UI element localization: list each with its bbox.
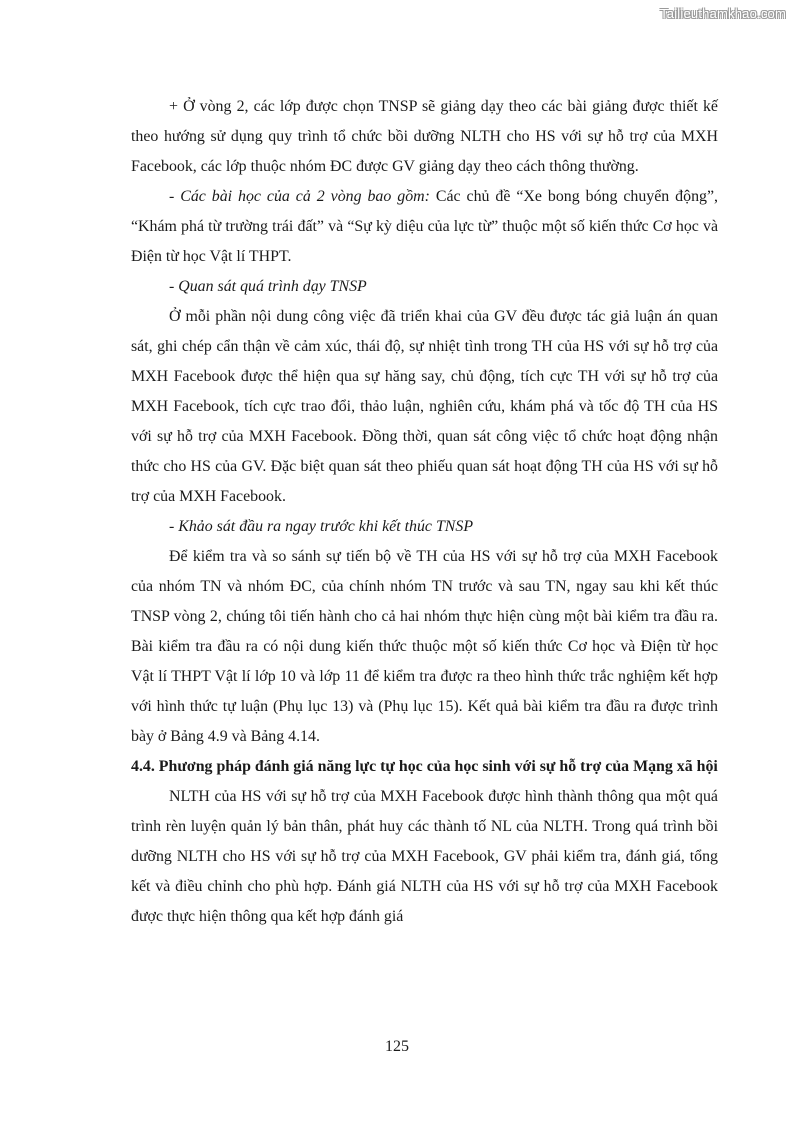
document-body — [131, 92, 718, 932]
paragraph-assessment: NLTH của HS với sự hỗ trợ của MXH Facebook được hình thành thông qua một quá trình rèn luyện quản lý bản thân, phát huy các thành tố NL của NLTH. Trong quá trình bồi dưỡng NLTH cho HS với sự hỗ trợ của MXH Facebook, GV phải kiểm tra, đánh giá, tổng kết và điều chỉnh cho phù hợp. Đánh giá NLTH của HS với sự hỗ trợ của MXH Facebook được thực hiện thông qua kết hợp đánh giá — [131, 788, 718, 925]
subheading-observation: - Quan sát quá trình dạy TNSP — [169, 278, 367, 295]
paragraph-observation: Ở mỗi phần nội dung công việc đã triển khai của GV đều được tác giả luận án quan sát, ghi chép cẩn thận về cảm xúc, thái độ, sự nhiệt tình trong TH của HS với sự hỗ trợ của MXH Facebook được thể hiện qua sự hăng say, chủ động, tích cực TH với sự hỗ trợ của MXH Facebook, tích cực trao đổi, thảo luận, nghiên cứu, khám phá và tốc độ TH của HS với sự hỗ trợ của MXH Facebook. Đồng thời, quan sát công việc tổ chức hoạt động nhận thức cho HS của GV. Đặc biệt quan sát theo phiếu quan sát hoạt động TH của HS với sự hỗ trợ của MXH Facebook. — [131, 308, 718, 505]
subheading-output-survey: - Khảo sát đầu ra ngay trước khi kết thúc TNSP — [169, 518, 474, 535]
paragraph-output-survey: Để kiểm tra và so sánh sự tiến bộ về TH của HS với sự hỗ trợ của MXH Facebook của nhóm TN và nhóm ĐC, của chính nhóm TN trước và sau TN, ngay sau khi kết thúc TNSP vòng 2, chúng tôi tiến hành cho cả hai nhóm thực hiện cùng một bài kiểm tra đầu ra. Bài kiểm tra đầu ra có nội dung kiến thức thuộc một số kiến thức Cơ học và Điện từ học Vật lí THPT Vật lí lớp 10 và lớp 11 để kiểm tra được ra theo hình thức trắc nghiệm kết hợp với hình thức tự luận (Phụ lục 13) và (Phụ lục 15). Kết quả bài kiểm tra đầu ra được trình bày ở Bảng 4.9 và Bảng 4.14. — [131, 548, 718, 745]
watermark: Tailieuthamkhao.com — [660, 6, 786, 21]
lessons-text: Các chủ đề “Xe bong bóng chuyển động”, “Khám phá từ trường trái đất” và “Sự kỳ diệu của lực từ” thuộc một số kiến thức Cơ học và Điện từ học Vật lí THPT. — [131, 188, 718, 265]
page-number: 125 — [385, 1038, 409, 1055]
paragraph-round-2: + Ở vòng 2, các lớp được chọn TNSP sẽ giảng dạy theo các bài giảng được thiết kế theo hướng sử dụng quy trình tổ chức bồi dưỡng NLTH cho HS với sự hỗ trợ của MXH Facebook, các lớp thuộc nhóm ĐC được GV giảng dạy theo cách thông thường. — [131, 98, 718, 175]
lessons-label: - Các bài học của cả 2 vòng bao gồm: — [169, 188, 430, 205]
paragraph-lessons — [131, 182, 718, 272]
section-heading: 4.4. Phương pháp đánh giá năng lực tự học của học sinh với sự hỗ trợ của Mạng xã hội — [131, 758, 718, 775]
